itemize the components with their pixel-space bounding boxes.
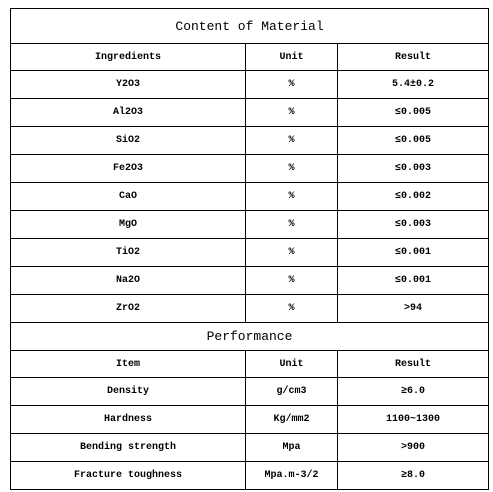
performance-header-row <box>11 351 489 378</box>
table-row <box>11 211 489 239</box>
property-result: ≥6.0 <box>338 378 489 406</box>
ingredient-result: ≤0.003 <box>338 211 489 239</box>
table-row <box>11 99 489 127</box>
table-row <box>11 295 489 323</box>
column-header-ingredients: Ingredients <box>11 44 246 71</box>
table-row <box>11 71 489 99</box>
performance-title: Performance <box>11 323 489 351</box>
table-row <box>11 378 489 406</box>
table-row <box>11 183 489 211</box>
ingredient-name: SiO2 <box>11 127 246 155</box>
ingredient-name: TiO2 <box>11 239 246 267</box>
property-result: 1100~1300 <box>338 406 489 434</box>
ingredient-unit: % <box>246 155 338 183</box>
property-unit: Mpa.m-3/2 <box>246 462 338 490</box>
content-header-row <box>11 44 489 71</box>
ingredient-result: >94 <box>338 295 489 323</box>
column-header-unit: Unit <box>246 351 338 378</box>
ingredient-result: 5.4±0.2 <box>338 71 489 99</box>
table-row <box>11 434 489 462</box>
ingredient-unit: % <box>246 211 338 239</box>
material-spec-table <box>10 8 489 490</box>
ingredient-name: Na2O <box>11 267 246 295</box>
ingredient-result: ≤0.001 <box>338 239 489 267</box>
table-row <box>11 239 489 267</box>
ingredient-unit: % <box>246 295 338 323</box>
table-row <box>11 127 489 155</box>
property-name: Bending strength <box>11 434 246 462</box>
property-name: Density <box>11 378 246 406</box>
ingredient-unit: % <box>246 183 338 211</box>
property-unit: g/cm3 <box>246 378 338 406</box>
table-row <box>11 406 489 434</box>
ingredient-result: ≤0.001 <box>338 267 489 295</box>
ingredient-name: MgO <box>11 211 246 239</box>
content-title: Content of Material <box>11 9 489 44</box>
ingredient-unit: % <box>246 71 338 99</box>
content-title-row <box>11 9 489 44</box>
ingredient-unit: % <box>246 127 338 155</box>
table-row <box>11 155 489 183</box>
property-name: Hardness <box>11 406 246 434</box>
ingredient-result: ≤0.002 <box>338 183 489 211</box>
ingredient-result: ≤0.005 <box>338 99 489 127</box>
ingredient-unit: % <box>246 267 338 295</box>
spec-table-body <box>11 9 489 490</box>
ingredient-name: CaO <box>11 183 246 211</box>
property-result: >900 <box>338 434 489 462</box>
ingredient-name: Y2O3 <box>11 71 246 99</box>
ingredient-result: ≤0.003 <box>338 155 489 183</box>
ingredient-name: Fe2O3 <box>11 155 246 183</box>
table-row <box>11 462 489 490</box>
performance-title-row <box>11 323 489 351</box>
ingredient-unit: % <box>246 239 338 267</box>
property-unit: Mpa <box>246 434 338 462</box>
table-row <box>11 267 489 295</box>
ingredient-name: ZrO2 <box>11 295 246 323</box>
ingredient-name: Al2O3 <box>11 99 246 127</box>
property-name: Fracture toughness <box>11 462 246 490</box>
ingredient-unit: % <box>246 99 338 127</box>
column-header-result: Result <box>338 351 489 378</box>
property-result: ≥8.0 <box>338 462 489 490</box>
ingredient-result: ≤0.005 <box>338 127 489 155</box>
property-unit: Kg/mm2 <box>246 406 338 434</box>
column-header-unit: Unit <box>246 44 338 71</box>
column-header-item: Item <box>11 351 246 378</box>
column-header-result: Result <box>338 44 489 71</box>
